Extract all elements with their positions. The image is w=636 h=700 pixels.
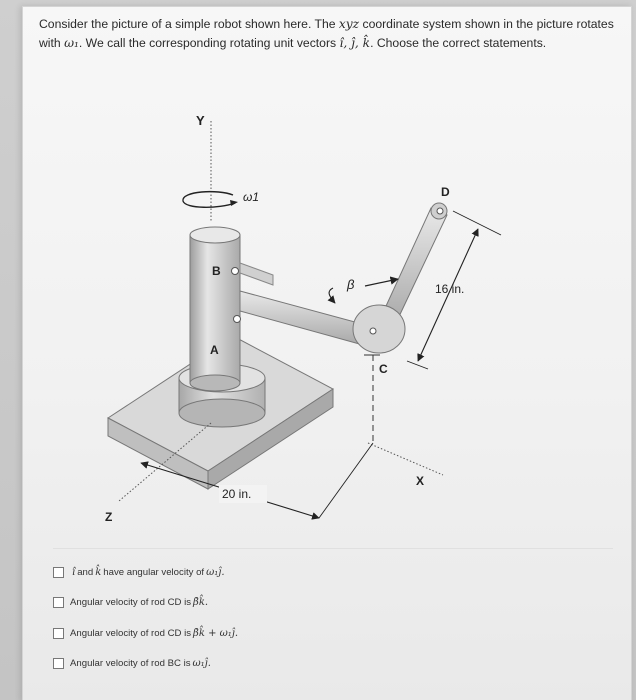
checkbox[interactable] bbox=[53, 658, 64, 669]
column-ab bbox=[190, 235, 240, 383]
option-1-text-mid: and bbox=[77, 566, 94, 578]
question-text bbox=[39, 15, 624, 53]
option-3-math: β̇k̂ + ω₁ĵ. bbox=[193, 627, 239, 639]
rotation-arrow bbox=[183, 192, 235, 208]
option-2-math: β̇k̂. bbox=[193, 597, 209, 608]
option-4-math: ω₁ĵ. bbox=[192, 658, 211, 669]
point-d-label: D bbox=[441, 185, 450, 199]
y-axis-label: Y bbox=[196, 113, 205, 128]
point-a-label: A bbox=[210, 343, 219, 357]
question-part-4: . Choose the correct statements. bbox=[370, 36, 547, 50]
rod-bc bbox=[240, 291, 366, 345]
option-2[interactable] bbox=[53, 594, 613, 612]
option-1-math-1: î bbox=[72, 566, 76, 578]
question-card bbox=[22, 6, 632, 700]
x-axis-label: X bbox=[416, 474, 425, 488]
point-c-label: C bbox=[379, 362, 388, 376]
option-3-text: Angular velocity of rod CD is bbox=[70, 627, 192, 639]
checkbox[interactable] bbox=[53, 567, 64, 578]
point-b-label: B bbox=[212, 264, 221, 278]
column-top bbox=[190, 227, 240, 243]
unit-vectors-symbol: î, ĵ, k̂ bbox=[339, 36, 371, 50]
answer-options bbox=[53, 563, 613, 685]
option-3[interactable] bbox=[53, 624, 613, 642]
x-axis-line bbox=[368, 443, 443, 475]
checkbox[interactable] bbox=[53, 628, 64, 639]
option-4-text: Angular velocity of rod BC is bbox=[70, 658, 191, 669]
option-4[interactable] bbox=[53, 655, 613, 673]
z-axis-label: Z bbox=[105, 510, 113, 524]
xyz-symbol: xyz bbox=[338, 17, 360, 31]
option-1-math-3: ω₁ĵ. bbox=[206, 566, 225, 578]
option-1-math-2: k̂ bbox=[95, 566, 102, 578]
checkbox[interactable] bbox=[53, 597, 64, 608]
question-part-2: coordinate system shown in the picture rotates with bbox=[39, 17, 614, 50]
option-2-text: Angular velocity of rod CD is bbox=[70, 597, 192, 608]
dim-cd-label: 16 in. bbox=[435, 282, 465, 296]
question-part-1: Consider the picture of a simple robot shown here. The bbox=[39, 17, 336, 31]
question-part-3: . We call the corresponding rotating unit vectors bbox=[78, 36, 337, 50]
joint-c-disc bbox=[353, 305, 405, 353]
beta-label: β bbox=[347, 277, 355, 292]
robot-diagram bbox=[23, 93, 629, 533]
omega-label: ω1 bbox=[243, 190, 260, 204]
option-1[interactable] bbox=[53, 563, 613, 581]
option-1-text-post: have angular velocity of bbox=[103, 566, 205, 578]
omega-symbol: ω₁ bbox=[64, 36, 79, 50]
divider bbox=[53, 548, 613, 549]
dim-base-label: 20 in. bbox=[222, 487, 252, 501]
